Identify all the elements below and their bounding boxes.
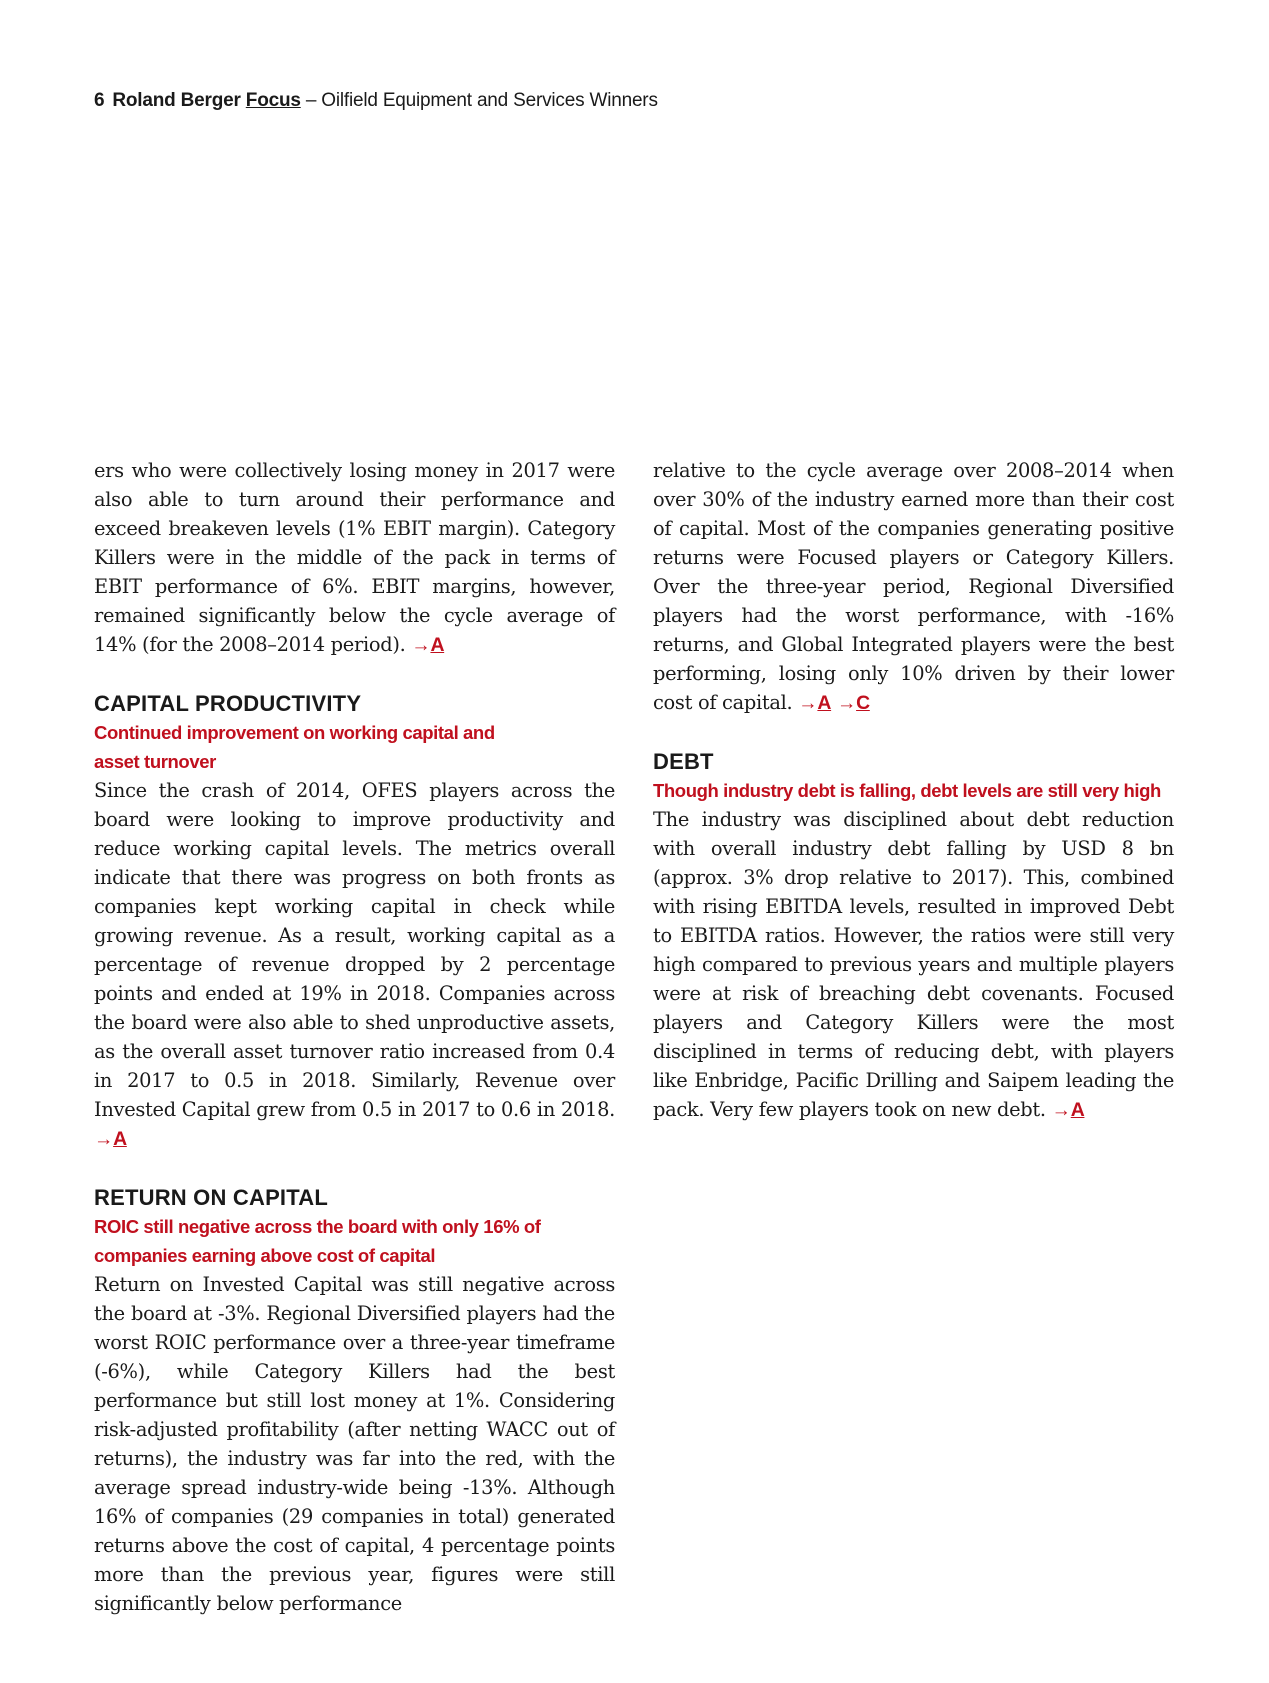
section-subtitle-return-on-capital <box>94 1212 615 1270</box>
subtitle-line: companies earning above cost of capital <box>94 1245 436 1266</box>
section-title-capital-productivity: CAPITAL PRODUCTIVITY <box>94 691 362 716</box>
arrow-right-icon: → <box>798 692 818 714</box>
page-header <box>94 90 658 112</box>
capital-productivity-text: Since the crash of 2014, OFES players across the board were looking to improve productivity and reduce working capital levels. The metrics overall indicate that there was progress on both fronts as companies kept working capital in check while growing revenue. As a result, working capital as a percentage of revenue dropped by 2 percentage points and ended at 19% in 2018. Companies across the board were also able to shed unproductive assets, as the overall asset turnover ratio increased from 0.4 in 2017 to 0.5 in 2018. Similarly, Revenue over Invested Capital grew from 0.5 in 2017 to 0.6 in 2018. <box>94 779 615 1121</box>
arrow-right-icon: → <box>1051 1099 1071 1121</box>
subtitle-line: ROIC still negative across the board with only 16% of <box>94 1216 541 1237</box>
arrow-right-icon: → <box>94 1128 114 1150</box>
arrow-right-icon: → <box>411 634 431 656</box>
left-column <box>94 456 615 1618</box>
section-subtitle-capital-productivity <box>94 718 615 776</box>
debt-text: The industry was disciplined about debt reduction with overall industry debt falling by USD 8 bn (approx. 3% drop relative to 2017). This, combined with rising EBITDA levels, resulted in improved Debt to EBITDA ratios. However, the ratios were still very high compared to previous years and multiple players were at risk of breaching debt covenants. Focused players and Category Killers were the most disciplined in terms of reducing debt, with players like Enbridge, Pacific Drilling and Saipem leading the pack. Very few players took on new debt. <box>653 808 1174 1121</box>
right-column <box>653 456 1174 1125</box>
figure-ref-letter: A <box>113 1128 127 1150</box>
section-title-debt: DEBT <box>653 749 714 774</box>
subtitle-line: Continued improvement on working capital and <box>94 722 495 743</box>
figure-ref-link[interactable] <box>411 634 444 656</box>
right-intro-paragraph <box>653 456 1174 718</box>
focus-label: Focus <box>245 90 301 111</box>
figure-ref-letter: C <box>856 692 870 714</box>
figure-ref-link[interactable] <box>798 692 831 714</box>
intro-paragraph <box>94 456 615 660</box>
figure-ref-letter: A <box>817 692 832 714</box>
return-on-capital-paragraph: Return on Invested Capital was still negative across the board at -3%. Regional Diversified players had the worst ROIC performance over a three-year timeframe (-6%), while Category Killers had the best performance but still lost money at 1%. Considering risk-adjusted profitability (after netting WACC out of returns), the industry was far into the red, with the average spread industry-wide being -13%. Although 16% of companies (29 companies in total) generated returns above the cost of capital, 4 percentage points more than the previous year, figures were still significantly below performance <box>94 1273 615 1615</box>
intro-text: ers who were collectively losing money in 2017 were also able to turn around their performance and exceed breakeven levels (1% EBIT margin). Category Killers were in the middle of the pack in terms of EBIT performance of 6%. EBIT margins, however, remained significantly below the cycle average of 14% (for the 2008–2014 period). <box>94 459 615 656</box>
figure-ref-letter: A <box>430 634 445 656</box>
figure-ref-link[interactable] <box>1052 1099 1085 1121</box>
subtitle-line: asset turnover <box>94 751 216 772</box>
debt-paragraph <box>653 805 1174 1125</box>
section-subtitle-debt: Though industry debt is falling, debt levels are still very high <box>653 780 1161 801</box>
section-title-return-on-capital: RETURN ON CAPITAL <box>94 1185 328 1210</box>
capital-productivity-paragraph <box>94 776 615 1154</box>
page-number: 6 <box>94 90 105 111</box>
arrow-right-icon: → <box>836 692 857 714</box>
publication-subtitle: – Oilfield Equipment and Services Winners <box>300 90 658 111</box>
figure-ref-letter: A <box>1070 1099 1085 1121</box>
right-intro-text: relative to the cycle average over 2008–2014 when over 30% of the industry earned more than their cost of capital. Most of the companies generating positive returns were Focused players or Category Killers. Over the three-year period, Regional Diversified players had the worst performance, with -16% returns, and Global Integrated players were the best performing, losing only 10% driven by their lower cost of capital. <box>653 459 1174 714</box>
figure-ref-link[interactable] <box>837 692 870 714</box>
brand-name: Roland Berger <box>112 90 241 111</box>
figure-ref-link[interactable] <box>94 1128 127 1150</box>
